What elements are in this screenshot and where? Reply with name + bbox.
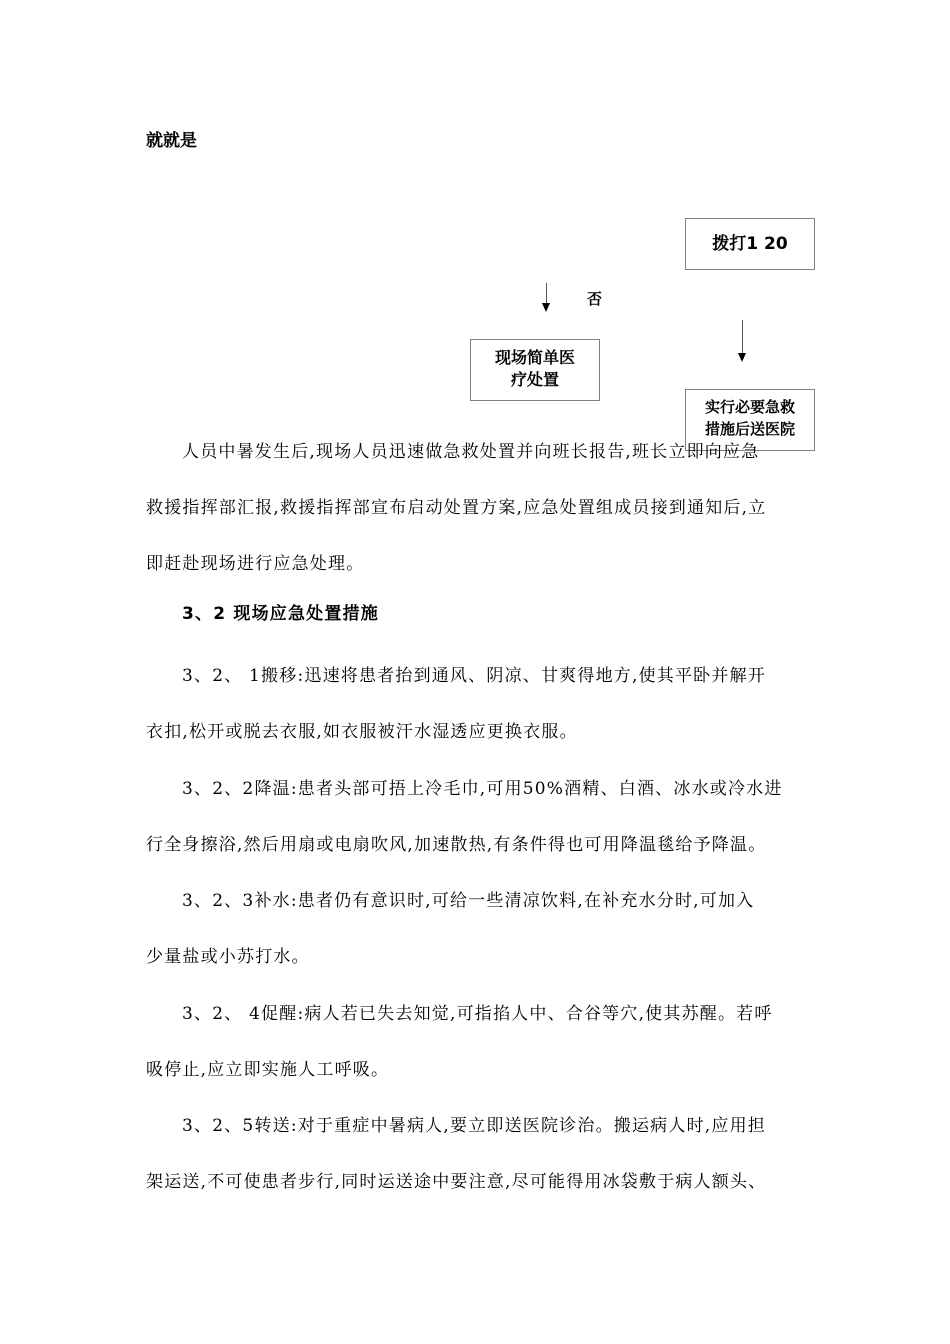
simple-treatment-box bbox=[470, 339, 600, 401]
text-line: 架运送,不可使患者步行,同时运送途中要注意,尽可能得用冰袋敷于病人额头、 bbox=[146, 1172, 767, 1192]
item-4-paragraph bbox=[146, 986, 808, 1098]
simple-treatment-line1: 现场简单医 bbox=[494, 348, 575, 367]
send-hospital-line1: 实行必要急救 bbox=[704, 398, 795, 416]
text-line: 人员中暑发生后,现场人员迅速做急救处置并向班长报告,班长立即向应急 bbox=[182, 442, 760, 462]
text-line: 吸停止,应立即实施人工呼吸。 bbox=[146, 1060, 390, 1080]
text-line: 3、2、3补水:患者仍有意识时,可给一些清凉饮料,在补充水分时,可加入 bbox=[182, 891, 755, 911]
arrow-line-right bbox=[742, 320, 743, 353]
text-line: 即赶赴现场进行应急处理。 bbox=[146, 554, 365, 574]
arrow-line-left bbox=[546, 283, 547, 303]
text-line: 衣扣,松开或脱去衣服,如衣服被汗水湿透应更换衣服。 bbox=[146, 722, 578, 742]
call-120-box bbox=[685, 218, 815, 270]
simple-treatment-line2: 疗处置 bbox=[510, 370, 559, 389]
top-heading: 就就是 bbox=[146, 131, 197, 151]
intro-paragraph bbox=[146, 424, 808, 592]
item-3-paragraph bbox=[146, 873, 808, 985]
item-5-paragraph bbox=[146, 1098, 808, 1210]
arrow-down-icon bbox=[542, 303, 550, 312]
no-label: 否 bbox=[587, 290, 603, 308]
text-line: 3、2、5转送:对于重症中暑病人,要立即送医院诊治。搬运病人时,应用担 bbox=[182, 1116, 766, 1136]
section-title-text: 3、2 现场应急处置措施 bbox=[182, 604, 379, 624]
call-120-label: 拨打1 20 bbox=[712, 234, 788, 254]
arrow-down-icon bbox=[738, 353, 746, 362]
text-line: 3、2、 1搬移:迅速将患者抬到通风、阴凉、甘爽得地方,使其平卧并解开 bbox=[182, 666, 766, 686]
text-line: 少量盐或小苏打水。 bbox=[146, 947, 310, 967]
send-hospital-line2: 措施后送医院 bbox=[704, 420, 795, 438]
item-2-paragraph bbox=[146, 761, 808, 873]
text-line: 行全身擦浴,然后用扇或电扇吹风,加速散热,有条件得也可用降温毯给予降温。 bbox=[146, 835, 767, 855]
text-line: 3、2、2降温:患者头部可捂上冷毛巾,可用50%酒精、白酒、冰水或冷水进 bbox=[182, 779, 783, 799]
section-title bbox=[146, 586, 808, 642]
text-line: 救援指挥部汇报,救援指挥部宣布启动处置方案,应急处置组成员接到通知后,立 bbox=[146, 498, 767, 518]
text-line: 3、2、 4促醒:病人若已失去知觉,可指掐人中、合谷等穴,使其苏醒。若呼 bbox=[182, 1004, 773, 1024]
item-1-paragraph bbox=[146, 648, 808, 760]
